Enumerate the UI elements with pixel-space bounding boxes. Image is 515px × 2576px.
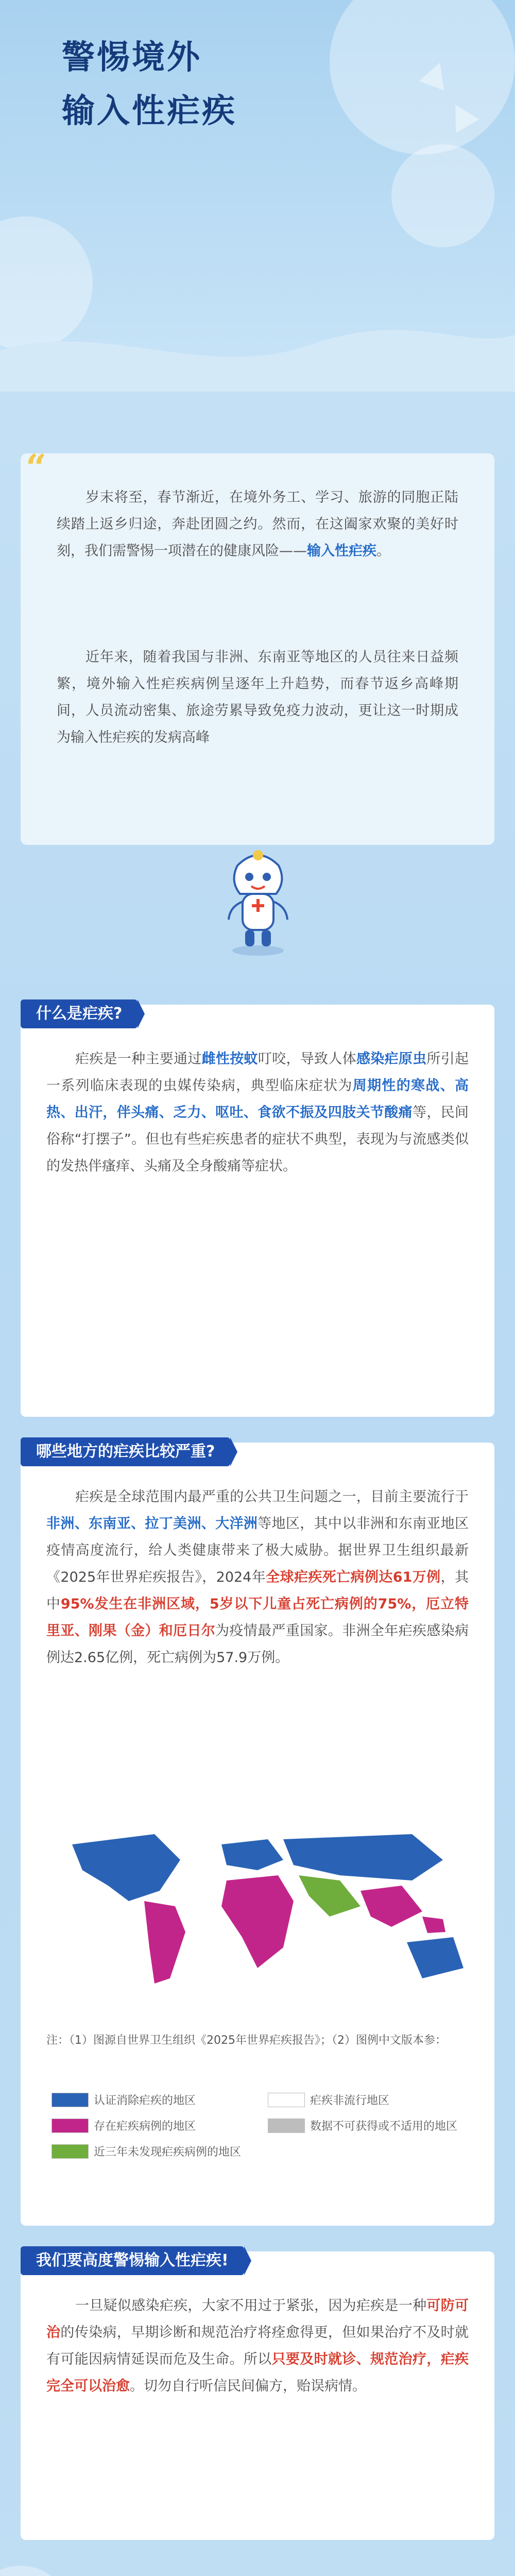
section-title: 哪些地方的疟疾比较严重? xyxy=(21,1437,230,1466)
legend-label: 数据不可获得或不适用的地区 xyxy=(310,2120,458,2133)
highlight-text: 95%发生在非洲区域，5岁以下儿童占死亡病例的75%，厄立特里亚、刚果（金）和厄日尔 xyxy=(46,1596,469,1639)
text: 等地区，其中以非洲和东南亚地区疫情高度流行，给人类健康带来了极大威胁。据世界卫生组织最新《2025年世界疟疾报告》，2024年 xyxy=(46,1516,469,1585)
mascot-illustration xyxy=(214,845,302,958)
intro-p1-text: 岁末将至，春节渐近，在境外务工、学习、旅游的同胞正陆续踏上返乡归途，奔赴团圆之约。然而，在这阖家欢聚的美好时刻，我们需警惕一项潜在的健康风险—— xyxy=(57,489,458,559)
highlight-text: 只要及时就诊、规范治疗，疟疾完全可以治愈 xyxy=(46,2351,469,2394)
decor-bubble xyxy=(0,2566,72,2576)
legend-label: 近三年未发现疟疾病例的地区 xyxy=(94,2146,242,2159)
title-line-2: 输入性疟疾 xyxy=(62,92,237,130)
text: 的传染病，早期诊断和规范治疗将痊愈得更，但如果治疗不及时就有可能因病情延误而危及生命。所以 xyxy=(46,2325,469,2367)
hero-wave xyxy=(0,289,515,392)
intro-p1-highlight: 输入性疟疾 xyxy=(307,543,376,559)
highlight-text: 感染疟原虫 xyxy=(356,1051,427,1067)
highlight-text: 周期性的寒战、高热、出汗，伴头痛、乏力、呕吐、食欲不振及四肢关节酸痛 xyxy=(46,1078,469,1121)
hero-banner xyxy=(0,0,515,392)
section-title: 我们要高度警惕输入性疟疾! xyxy=(21,2246,244,2275)
legend-item xyxy=(268,2117,457,2133)
legend-swatch xyxy=(52,2093,89,2107)
legend-label: 认证消除疟疾的地区 xyxy=(94,2094,196,2107)
intro-paragraph-2: 近年来，随着我国与非洲、东南亚等地区的人员往来日益频繁，境外输入性疟疾病例呈逐年上升趋势，而春节返乡高峰期间，人员流动密集、旅途劳累导致免疫力波动，更让这一时期成为输入性疟疾的发病高峰 xyxy=(57,649,458,745)
map-note: 注：（1）图源自世界卫生组织《2025年世界疟疾报告》；（2）图例中文版本参： xyxy=(46,2034,447,2047)
section-input-malaria-warning xyxy=(21,2251,494,2540)
section-what-is-malaria xyxy=(21,1005,494,1417)
intro-card xyxy=(21,446,494,845)
legend-swatch xyxy=(268,2119,305,2133)
highlight-text: 雌性按蚊 xyxy=(201,1051,258,1067)
world-malaria-map xyxy=(52,1814,484,2009)
highlight-text: 非洲、东南亚、拉丁美洲、大洋洲 xyxy=(46,1516,258,1532)
text: 叮咬，导致人体 xyxy=(258,1051,356,1067)
legend-item xyxy=(52,2092,196,2108)
section-paragraph xyxy=(46,1484,469,1671)
text: 所引起一系列临床表现的虫媒传染病，典型临床症状为 xyxy=(46,1051,469,1094)
legend-label: 疟疾非流行地区 xyxy=(310,2094,390,2107)
text: 为疫情最严重国家。非洲全年疟疾感染病例达2.65亿例，死亡病例为57.9万例。 xyxy=(46,1623,469,1666)
section-title: 什么是疟疾? xyxy=(21,999,138,1028)
section-paragraph xyxy=(46,2293,469,2400)
legend-swatch xyxy=(52,2119,89,2133)
section-malaria-regions xyxy=(21,1443,494,2226)
decor-bubble xyxy=(391,144,494,247)
text: 一旦疑似感染疟疾，大家不用过于紧张，因为疟疾是一种 xyxy=(75,2298,427,2314)
highlight-text: 全球疟疾死亡病例达61万例 xyxy=(266,1569,441,1585)
text: 疟疾是全球范围内最严重的公共卫生问题之一，目前主要流行于 xyxy=(75,1489,469,1505)
text: 疟疾是一种主要通过 xyxy=(75,1051,202,1067)
title-line-1: 警惕境外 xyxy=(62,39,202,77)
legend-item xyxy=(268,2092,389,2108)
text: 。切勿自行听信民间偏方，贻误病情。 xyxy=(130,2378,366,2394)
intro-paragraph-1 xyxy=(57,484,458,565)
legend-item xyxy=(52,2143,241,2159)
page-title xyxy=(62,31,237,138)
text: 等，民间俗称“打摆子”。但也有些疟疾患者的症状不典型，表现为与流感类似的发热伴瘙痒、头痛及全身酸痛等症状。 xyxy=(46,1105,469,1174)
text: ，其中 xyxy=(46,1569,469,1612)
intro-p1-end: 。 xyxy=(376,543,390,559)
legend-label: 存在疟疾病例的地区 xyxy=(94,2120,196,2133)
highlight-text: 可防可治 xyxy=(46,2298,469,2341)
legend-swatch xyxy=(268,2093,305,2107)
world-map-image xyxy=(52,1814,484,2009)
legend-item xyxy=(52,2117,196,2133)
section-paragraph xyxy=(46,1046,469,1180)
legend-swatch xyxy=(52,2144,89,2159)
quote-icon: “ xyxy=(26,446,47,489)
